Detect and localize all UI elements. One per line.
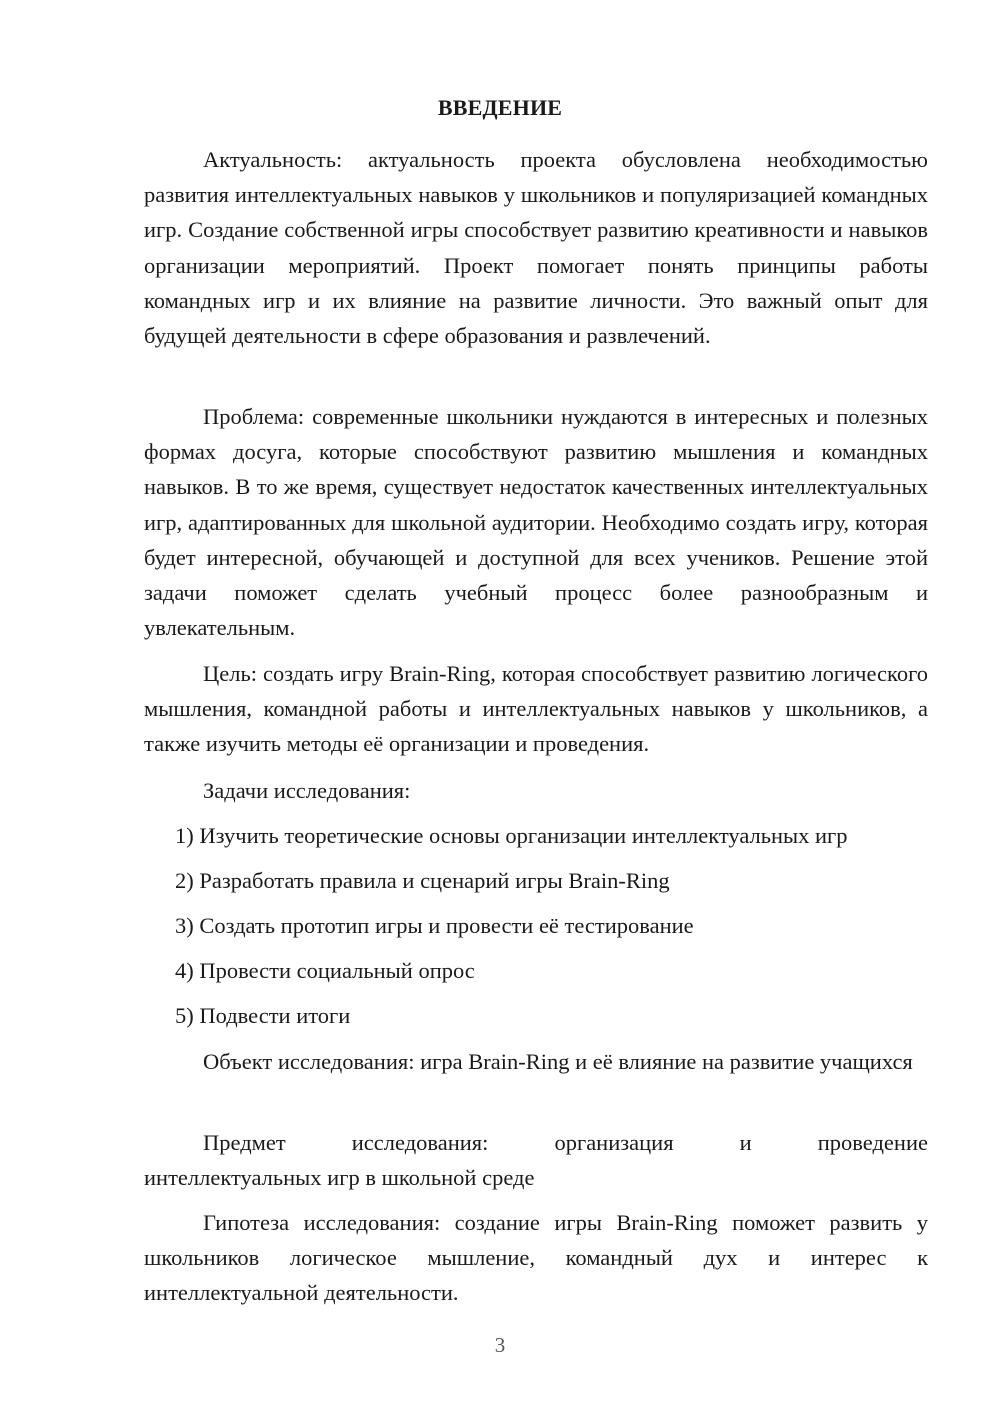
subject-line-2: интеллектуальных игр в школьной среде <box>144 1165 535 1191</box>
task-item-1: 1) Изучить теоретические основы организации интеллектуальных игр <box>175 823 848 848</box>
paragraph-object: Объект исследования: игра Brain-Ring и её влияние на развитие учащихся <box>203 1049 913 1074</box>
subject-line-1: Предмет исследования: организация и проведение <box>203 1130 928 1155</box>
task-item-2: 2) Разработать правила и сценарий игры Brain-Ring <box>175 868 670 893</box>
task-item-4: 4) Провести социальный опрос <box>175 958 475 983</box>
paragraph-problem: Проблема: современные школьники нуждаются в интересных и полезных формах досуга, которые способствуют развитию мышления и командных навыков. В то же время, существует недостаток качественных интеллектуальных игр, адаптированных для школьной аудитории. Необходимо создать игру, которая будет интересной, обучающей и доступной для всех учеников. Решение этой задачи поможет сделать учебный процесс более разнообразным и увлекательным. <box>144 404 928 641</box>
page-number: 3 <box>494 1333 506 1357</box>
tasks-heading: Задачи исследования: <box>203 778 411 803</box>
paragraph-hypothesis: Гипотеза исследования: создание игры Brain-Ring поможет развить у школьников логическое мышление, командный дух и интерес к интеллектуальной деятельности. <box>144 1210 928 1306</box>
section-title: ВВЕДЕНИЕ <box>437 95 563 120</box>
paragraph-goal: Цель: создать игру Brain-Ring, которая способствует развитию логического мышления, командной работы и интеллектуальных навыков у школьников, а также изучить методы её организации и проведения. <box>144 661 928 757</box>
task-item-5: 5) Подвести итоги <box>175 1003 351 1028</box>
paragraph-relevance: Актуальность: актуальность проекта обусловлена необходимостью развития интеллектуальных навыков у школьников и популяризацией командных игр. Создание собственной игры способствует развитию креативности и навыков организации мероприятий. Проект помогает понять принципы работы командных игр и их влияние на развитие личности. Это важный опыт для будущей деятельности в сфере образования и развлечений. <box>144 147 928 349</box>
task-item-3: 3) Создать прототип игры и провести её тестирование <box>175 913 694 938</box>
paragraph-subject <box>144 1125 928 1195</box>
